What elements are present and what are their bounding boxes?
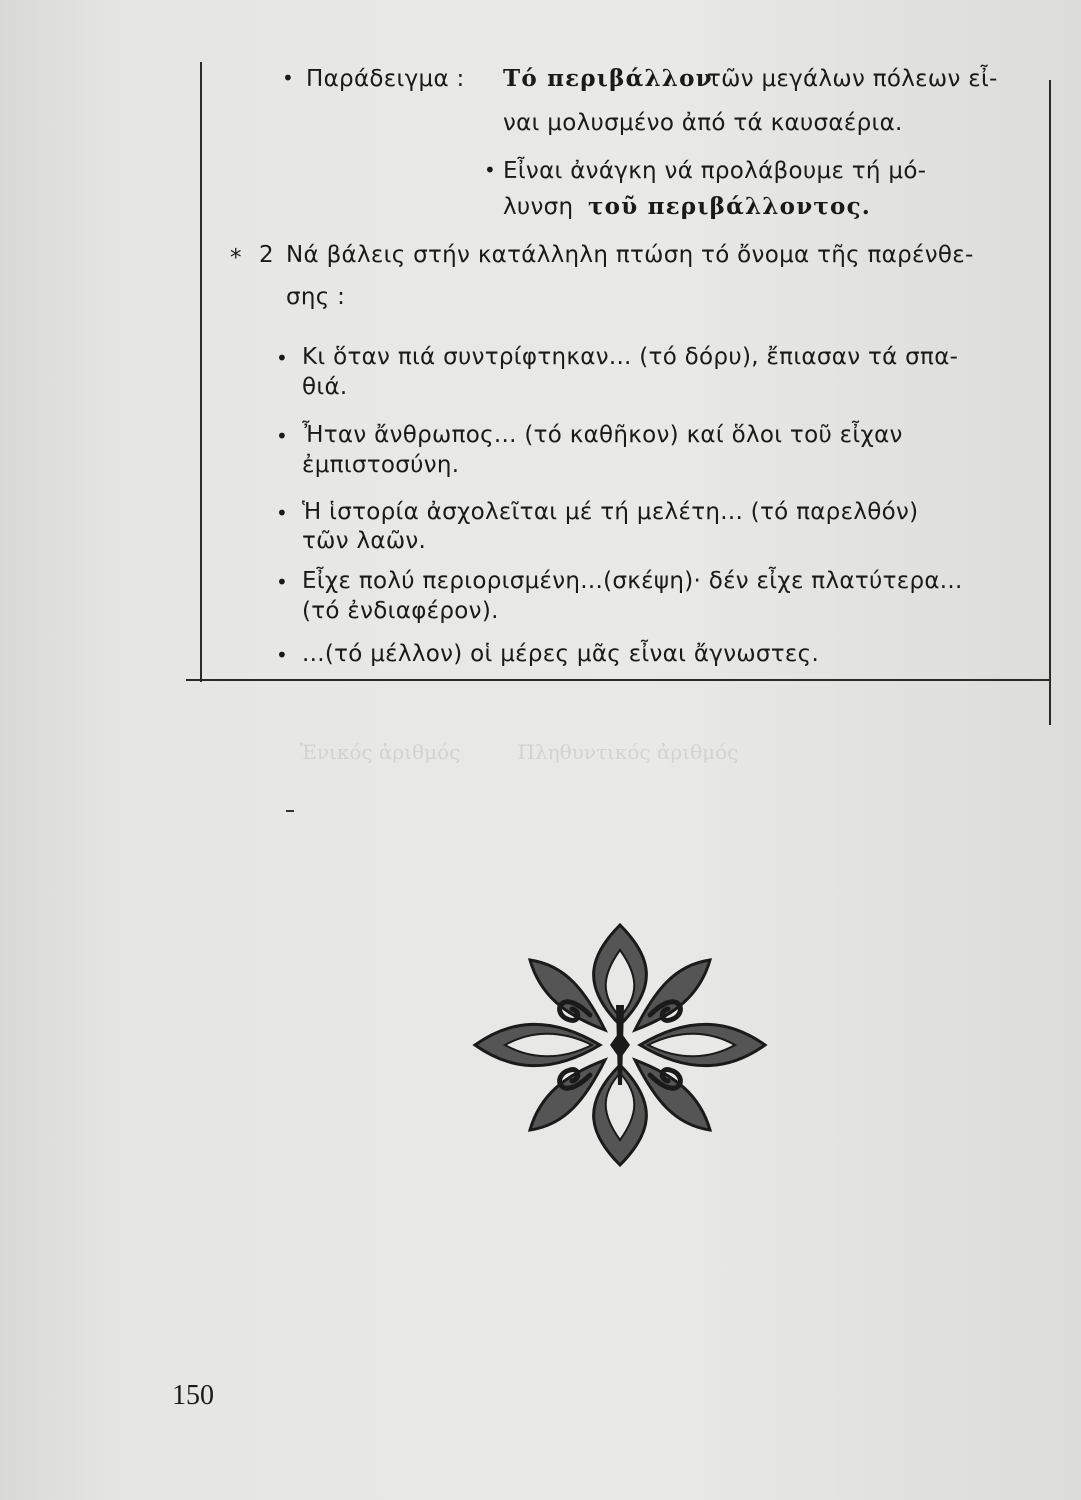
example-line1-rest: τῶν μεγάλων πόλεων εἶ- <box>707 66 998 92</box>
exercise-item-line1: Ἡ ἱστορία ἀσχολεῖται μέ τή μελέτη... (τό παρελθόν) <box>302 499 919 525</box>
exercise-item-line2: θιά. <box>302 374 348 400</box>
example-line3: Εἶναι ἀνάγκη νά προλάβουμε τή μό- <box>503 158 927 184</box>
floral-ornament <box>470 915 770 1175</box>
exercise-number: 2 <box>259 242 274 268</box>
exercise-item-line1: Κι ὅταν πιά συντρίφτηκαν... (τό δόρυ), ἔπιασαν τά σπα- <box>302 344 959 370</box>
exercise-marker: * <box>230 245 242 271</box>
example-line4-bold: τοῦ περιβάλλοντος. <box>588 193 871 220</box>
bullet: • <box>276 501 288 525</box>
bullet: • <box>282 66 294 90</box>
dash-mark <box>286 810 294 812</box>
bullet: • <box>276 346 288 370</box>
example-label: Παράδειγμα : <box>306 66 465 92</box>
exercise-item-line1: Εἶχε πολύ περιορισμένη...(σκέψη)· δέν εἶχε πλατύτερα... <box>302 568 963 594</box>
bullet: • <box>276 424 288 448</box>
exercise-item-line2: ἐμπιστοσύνη. <box>302 452 460 478</box>
bullet: • <box>276 570 288 594</box>
exercise-item-line2: τῶν λαῶν. <box>302 528 427 554</box>
example-line2: ναι μολυσμένο ἀπό τά καυσαέρια. <box>503 110 903 136</box>
example-bold-term: Τό περιβάλλον <box>503 65 713 92</box>
exercise-item-line1: Ἦταν ἄνθρωπος... (τό καθῆκον) καί ὅλοι τοῦ εἶχαν <box>302 422 903 448</box>
page-number: 150 <box>172 1380 214 1411</box>
box-bottom-border <box>186 679 1049 681</box>
exercise-instruction-line1: Νά βάλεις στήν κατάλληλη πτώση τό ὄνομα τῆς παρένθε- <box>286 242 974 268</box>
bullet: • <box>484 158 496 182</box>
example-line4-start: λυνση <box>503 194 574 220</box>
bleed-through-text: Ἑνικός ἀριθμός Πληθυντικός ἀριθμός <box>300 740 739 764</box>
exercise-item-line2: (τό ἐνδιαφέρον). <box>302 598 499 624</box>
bullet: • <box>276 643 288 667</box>
box-right-border <box>1049 80 1051 725</box>
box-left-border <box>200 62 202 682</box>
exercise-item-line1: ...(τό μέλλον) οἱ μέρες μᾶς εἶναι ἄγνωστες. <box>302 641 820 667</box>
exercise-instruction-line2: σης : <box>286 284 346 310</box>
